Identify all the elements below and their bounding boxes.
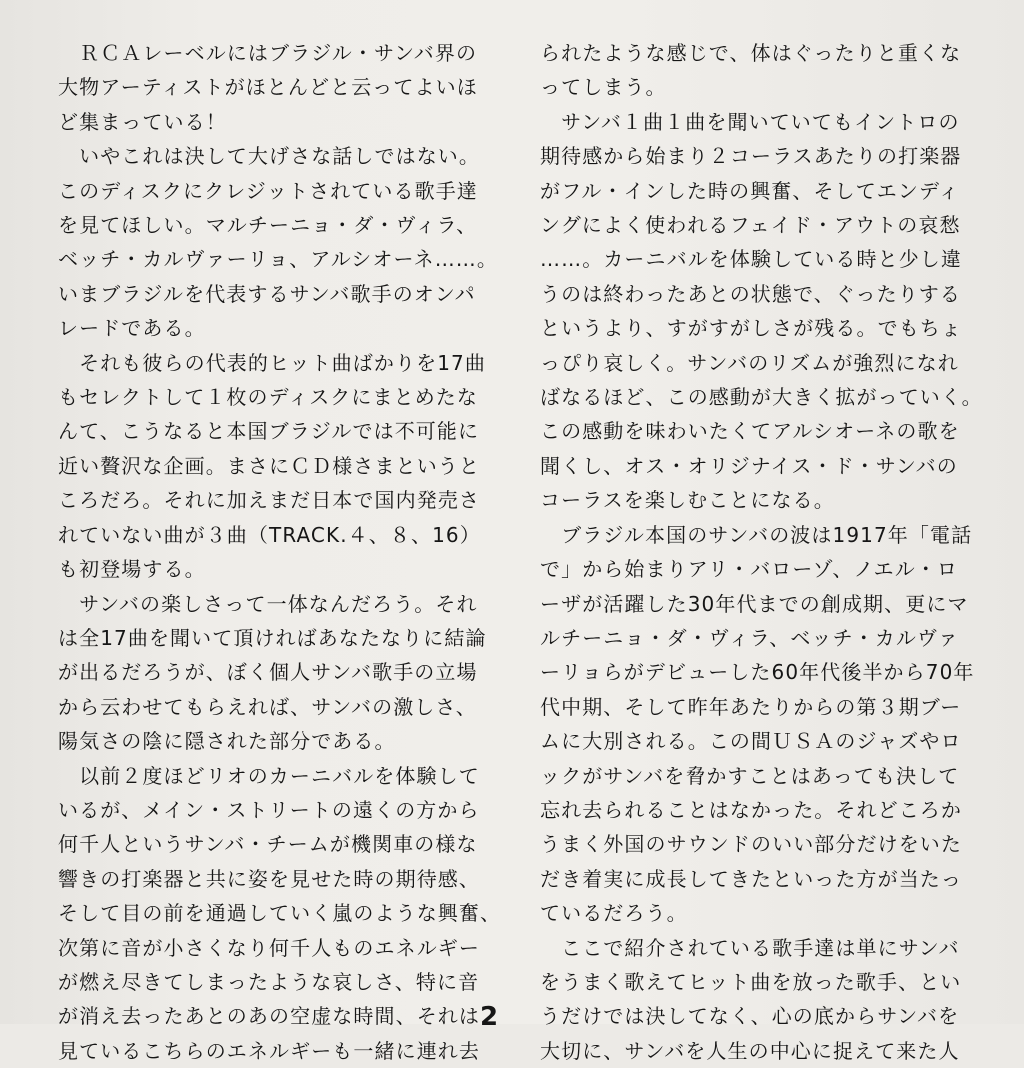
- text-line: をうまく歌えてヒット曲を放った歌手、とい: [540, 969, 962, 994]
- text-line: が燃え尽きてしまったような哀しさ、特に音: [58, 969, 480, 994]
- text-line: サンバ１曲１曲を聞いていてもイントロの: [540, 109, 960, 134]
- text-line: ているだろう。: [540, 901, 688, 926]
- right-column: [540, 36, 1010, 1068]
- text-line: だき着実に成長してきたといった方が当たっ: [540, 866, 962, 891]
- text-line: ーザが活躍した30年代までの創成期、更にマ: [540, 591, 969, 616]
- text-line: は全17曲を聞いて頂ければあなたなりに結論: [58, 625, 487, 650]
- text-line: を見てほしい。マルチーニョ・ダ・ヴィラ、: [58, 213, 478, 238]
- text-line: 次第に音が小さくなり何千人ものエネルギー: [58, 935, 480, 960]
- text-line: このディスクにクレジットされている歌手達: [58, 178, 478, 203]
- text-line: っぴり哀しく。サンバのリズムが強烈になれ: [540, 350, 959, 375]
- text-line: 大物アーティストがほとんどと云ってよいほ: [58, 75, 478, 100]
- text-line: が出るだろうが、ぼく個人サンバ歌手の立場: [58, 660, 478, 685]
- text-line: で」から始まりアリ・バローゾ、ノエル・ロ: [540, 557, 958, 582]
- text-line: うのは終わったあとの状態で、ぐったりする: [540, 281, 961, 306]
- text-line: そして目の前を通過していく嵐のような興奮、: [58, 901, 502, 926]
- text-line: ＲＣＡレーベルにはブラジル・サンバ界の: [58, 41, 478, 65]
- text-line: ってしまう。: [540, 75, 667, 100]
- text-line: ムに大別される。この間ＵＳＡのジャズやロ: [540, 729, 962, 754]
- text-line: も初登場する。: [58, 557, 206, 582]
- text-line: ころだろ。それに加えまだ日本で国内発売さ: [58, 488, 480, 513]
- text-line: うだけでは決してなく、心の底からサンバを: [540, 1004, 960, 1029]
- text-line: サンバの楽しさって一体なんだろう。それ: [58, 591, 478, 616]
- text-line: いやこれは決して大げさな話しではない。: [58, 144, 480, 169]
- text-line: ーリョらがデビューした60年代後半から70年: [540, 660, 975, 685]
- text-line: 期待感から始まり２コーラスあたりの打楽器: [540, 144, 962, 169]
- text-line: が消え去ったあとのあの空虚な時間、それは: [58, 1004, 480, 1029]
- text-line: 大切に、サンバを人生の中心に捉えて来た人: [540, 1038, 960, 1063]
- text-line: ルチーニョ・ダ・ヴィラ、ベッチ・カルヴァ: [540, 625, 959, 650]
- text-line: 何千人というサンバ・チームが機関車の様な: [58, 832, 478, 857]
- text-line: 忘れ去られることはなかった。それどころか: [540, 797, 962, 822]
- text-line: ックがサンバを脅かすことはあっても決して: [540, 763, 960, 788]
- text-line: ばなるほど、この感動が大きく拡がっていく。: [540, 385, 983, 410]
- text-line: ど集まっている！: [58, 109, 227, 134]
- text-line: いまブラジルを代表するサンバ歌手のオンパ: [58, 281, 476, 306]
- text-line: 近い贅沢な企画。まさにＣＤ様さまというと: [58, 453, 480, 478]
- text-line: んて、こうなると本国ブラジルでは不可能に: [58, 419, 480, 444]
- text-line: がフル・インした時の興奮、そしてエンディ: [540, 178, 960, 203]
- text-line: 以前２度ほどリオのカーニバルを体験して: [58, 763, 480, 788]
- text-line: れていない曲が３曲（TRACK.４、８、16）: [58, 522, 481, 547]
- page-number: 2: [480, 1002, 499, 1032]
- text-line: コーラスを楽しむことになる。: [540, 488, 835, 513]
- text-line: ベッチ・カルヴァーリョ、アルシオーネ……。: [58, 247, 498, 272]
- text-line: 陽気さの陰に隠された部分である。: [58, 729, 396, 754]
- text-line: いるが、メイン・ストリートの遠くの方から: [58, 797, 480, 822]
- text-line: ここで紹介されている歌手達は単にサンバ: [540, 935, 960, 960]
- text-line: この感動を味わいたくてアルシオーネの歌を: [540, 419, 960, 444]
- text-line: ブラジル本国のサンバの波は1917年「電話: [540, 522, 973, 547]
- text-line: 響きの打楽器と共に姿を見せた時の期待感、: [58, 866, 480, 891]
- text-line: それも彼らの代表的ヒット曲ばかりを17曲: [58, 350, 486, 375]
- text-line: というより、すがすがしさが残る。でもちょ: [540, 316, 962, 341]
- left-column: [58, 36, 502, 1068]
- text-line: うまく外国のサウンドのいい部分だけをいた: [540, 832, 962, 857]
- text-line: ングによく使われるフェイド・アウトの哀愁: [540, 213, 961, 238]
- text-line: られたような感じで、体はぐったりと重くな: [540, 41, 962, 65]
- text-line: 聞くし、オス・オリジナイス・ド・サンバの: [540, 453, 958, 478]
- text-line: ……。カーニバルを体験している時と少し違: [540, 247, 962, 272]
- text-line: から云わせてもらえれば、サンバの激しさ、: [58, 694, 477, 719]
- text-line: 見ているこちらのエネルギーも一緒に連れ去: [58, 1038, 480, 1063]
- text-line: レードである。: [58, 316, 206, 341]
- text-line: 代中期、そして昨年あたりからの第３期ブー: [540, 694, 962, 719]
- text-line: もセレクトして１枚のディスクにまとめたな: [58, 385, 478, 410]
